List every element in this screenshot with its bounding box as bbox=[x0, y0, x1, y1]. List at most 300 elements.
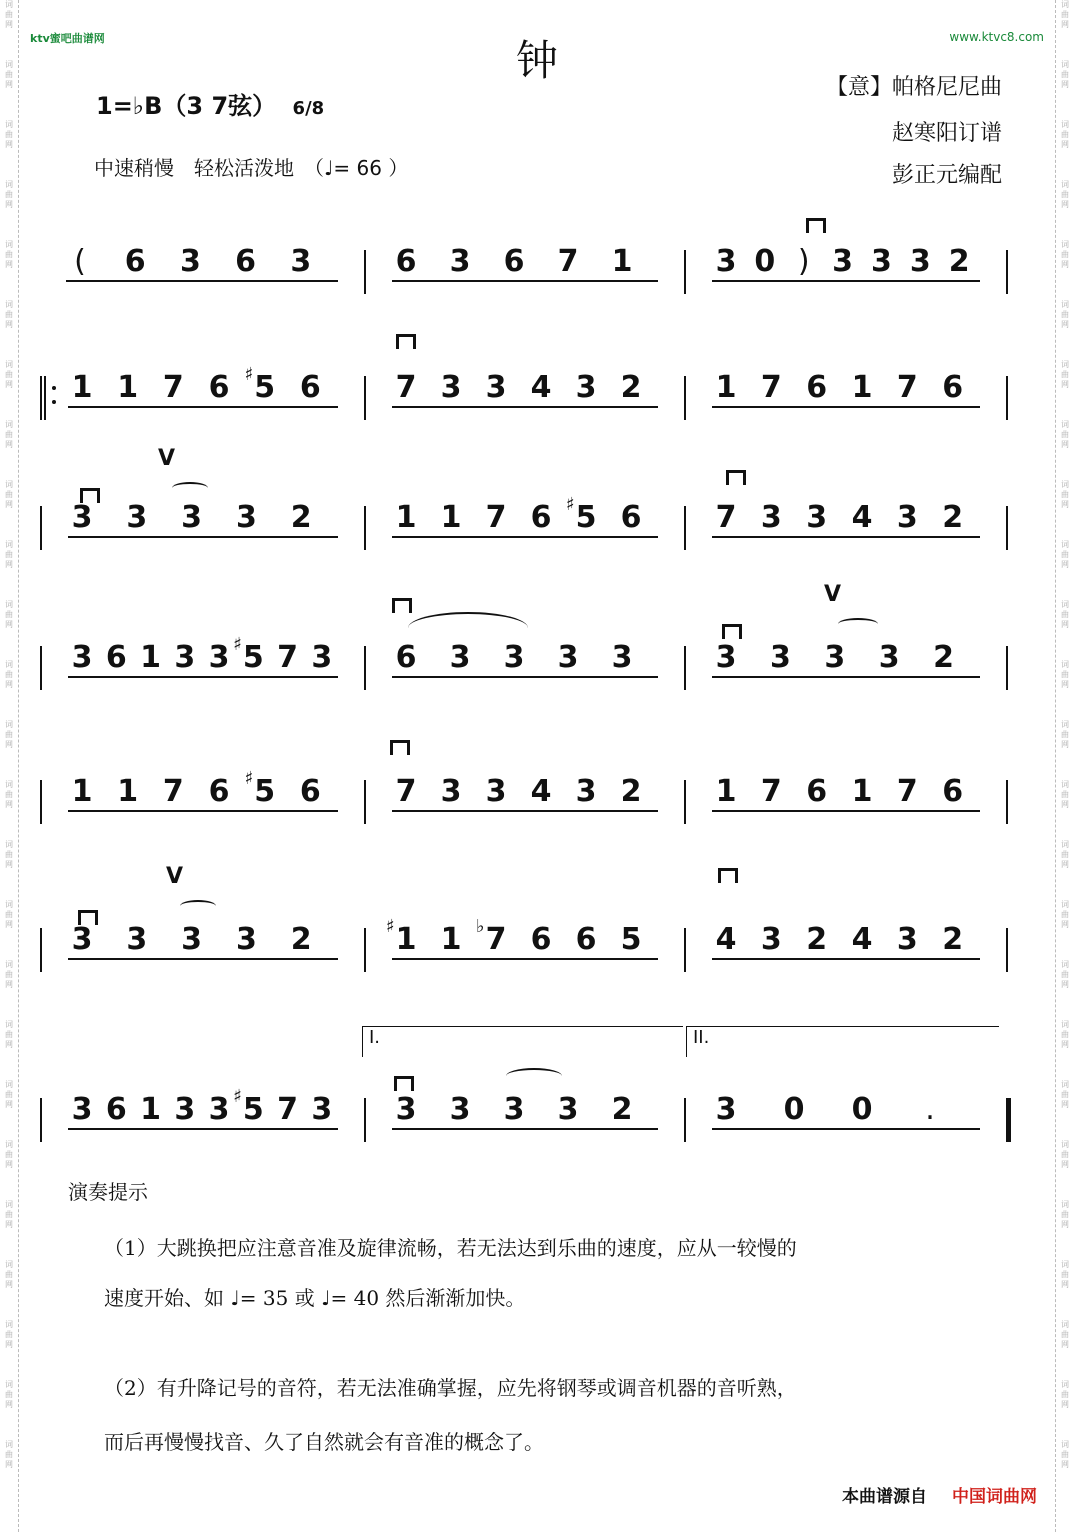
margin-watermark-char: 词 bbox=[1061, 900, 1069, 909]
margin-watermark-char: 词 bbox=[5, 60, 13, 69]
volta-bracket-1: I. bbox=[362, 1026, 683, 1057]
score-symbol: ) bbox=[797, 244, 810, 279]
beam-underline bbox=[712, 676, 980, 678]
margin-watermark-char: 网 bbox=[1061, 440, 1069, 449]
score-note: 3 bbox=[208, 640, 230, 675]
score-note: 7 bbox=[395, 370, 417, 405]
beam-underline bbox=[68, 810, 338, 812]
margin-watermark-char: 网 bbox=[5, 1220, 13, 1229]
margin-watermark-char: 曲 bbox=[1061, 310, 1069, 319]
score-note: 3 bbox=[440, 774, 462, 809]
score-title: 钟 bbox=[515, 36, 558, 85]
score-note: 6 bbox=[208, 774, 230, 809]
score-note: 3 bbox=[769, 640, 791, 675]
beam-underline bbox=[712, 536, 980, 538]
margin-watermark-char: 网 bbox=[1061, 620, 1069, 629]
margin-watermark-char: 网 bbox=[1061, 1280, 1069, 1289]
margin-watermark-char: 网 bbox=[5, 200, 13, 209]
score-note: 3 bbox=[557, 640, 579, 675]
barline bbox=[1006, 928, 1008, 972]
margin-watermark-char: 词 bbox=[1061, 540, 1069, 549]
barline bbox=[684, 506, 686, 550]
margin-watermark-char: 词 bbox=[5, 1020, 13, 1029]
margin-watermark-char: 词 bbox=[5, 1380, 13, 1389]
margin-watermark-char: 网 bbox=[1061, 500, 1069, 509]
margin-watermark-char: 词 bbox=[5, 960, 13, 969]
margin-watermark-char: 词 bbox=[1061, 300, 1069, 309]
score-note: 3 bbox=[806, 500, 828, 535]
accidental: ♯ bbox=[566, 494, 575, 515]
score-note: 7 bbox=[277, 1092, 298, 1127]
margin-watermark-char: 网 bbox=[5, 1460, 13, 1469]
margin-watermark-char: 词 bbox=[5, 300, 13, 309]
barline bbox=[40, 376, 42, 420]
margin-watermark-char: 曲 bbox=[5, 1450, 13, 1459]
score-symbol: . bbox=[925, 1092, 935, 1127]
accidental: ♯ bbox=[233, 1086, 242, 1107]
margin-watermark-char: 曲 bbox=[5, 610, 13, 619]
score-note: 3 bbox=[611, 640, 633, 675]
score-note: 3 bbox=[235, 500, 257, 535]
margin-watermark-char: 网 bbox=[1061, 1340, 1069, 1349]
beam-underline bbox=[392, 536, 658, 538]
margin-watermark-char: 曲 bbox=[1061, 1090, 1069, 1099]
margin-watermark-char: 曲 bbox=[1061, 70, 1069, 79]
score-note: 6 bbox=[503, 244, 525, 279]
margin-watermark-char: 网 bbox=[1061, 680, 1069, 689]
barline bbox=[1006, 646, 1008, 690]
barline bbox=[364, 1098, 366, 1142]
score-note: 3 bbox=[485, 370, 507, 405]
margin-watermark-char: 词 bbox=[5, 660, 13, 669]
margin-watermark-char: 曲 bbox=[5, 250, 13, 259]
down-bow-icon bbox=[726, 470, 746, 485]
score-note: 1 bbox=[117, 370, 139, 405]
score-note: 3 bbox=[449, 1092, 471, 1127]
margin-watermark-char: 网 bbox=[5, 560, 13, 569]
slur bbox=[838, 618, 878, 630]
score-note: 3 bbox=[71, 1092, 93, 1127]
score-note: 3 bbox=[440, 370, 462, 405]
margin-watermark-char: 曲 bbox=[1061, 790, 1069, 799]
score-note: 7 bbox=[760, 370, 782, 405]
margin-watermark-char: 网 bbox=[1061, 920, 1069, 929]
score-note: 7 bbox=[277, 640, 298, 675]
margin-watermark-char: 词 bbox=[1061, 1380, 1069, 1389]
score-note: 3 bbox=[235, 922, 257, 957]
score-note: 3 bbox=[290, 244, 312, 279]
score-note: 3 bbox=[174, 1092, 196, 1127]
score-note: 1 bbox=[140, 640, 161, 675]
margin-watermark-char: 曲 bbox=[5, 910, 13, 919]
tip-2-line-1: （2）有升降记号的音符，若无法准确掌握，应先将钢琴或调音机器的音听熟， bbox=[104, 1376, 797, 1400]
margin-watermark-char: 词 bbox=[1061, 60, 1069, 69]
score-note: 1 bbox=[440, 500, 462, 535]
margin-watermark-char: 曲 bbox=[1061, 850, 1069, 859]
down-bow-icon bbox=[390, 740, 410, 755]
score-note: 6 bbox=[942, 774, 964, 809]
down-bow-icon bbox=[78, 910, 98, 925]
barline bbox=[1006, 376, 1008, 420]
score-note: 3 bbox=[575, 774, 597, 809]
down-bow-icon bbox=[80, 488, 100, 503]
margin-watermark-char: 曲 bbox=[1061, 1390, 1069, 1399]
margin-watermark-char: 词 bbox=[1061, 1260, 1069, 1269]
down-bow-icon bbox=[396, 334, 416, 349]
barline bbox=[684, 780, 686, 824]
accidental: ♯ bbox=[244, 364, 254, 385]
margin-watermark-char: 网 bbox=[1061, 1040, 1069, 1049]
score-note: 3 bbox=[485, 774, 507, 809]
margin-watermark-char: 网 bbox=[1061, 800, 1069, 809]
margin-watermark-char: 曲 bbox=[1061, 1210, 1069, 1219]
editor-credit: 彭正元编配 bbox=[891, 163, 1002, 188]
margin-watermark-char: 网 bbox=[1061, 20, 1069, 29]
score-note: 2 bbox=[620, 774, 642, 809]
score-note: 6 bbox=[124, 244, 146, 279]
tips-title: 演奏提示 bbox=[68, 1180, 148, 1204]
margin-watermark-char: 曲 bbox=[5, 130, 13, 139]
key-text: 1=♭B（3 7弦） bbox=[96, 92, 277, 120]
margin-watermark-char: 曲 bbox=[1061, 970, 1069, 979]
margin-watermark-char: 曲 bbox=[1061, 1330, 1069, 1339]
score-note: 7 bbox=[485, 922, 507, 957]
volta-bracket-2: II. bbox=[686, 1026, 999, 1057]
score-note: 5 bbox=[242, 640, 264, 675]
accidental: ♭ bbox=[476, 916, 485, 937]
margin-watermark-char: 网 bbox=[5, 920, 13, 929]
margin-watermark-char: 曲 bbox=[1061, 10, 1069, 19]
margin-watermark-char: 曲 bbox=[1061, 1450, 1069, 1459]
margin-watermark-char: 曲 bbox=[5, 730, 13, 739]
margin-watermark-char: 词 bbox=[5, 900, 13, 909]
margin-watermark-char: 词 bbox=[5, 180, 13, 189]
down-bow-icon bbox=[806, 218, 826, 233]
barline bbox=[684, 928, 686, 972]
score-note: 1 bbox=[71, 774, 93, 809]
score-note: 3 bbox=[715, 244, 737, 279]
margin-watermark-char: 词 bbox=[1061, 960, 1069, 969]
footer-site-link[interactable]: 中国词曲网 bbox=[952, 1487, 1037, 1507]
score-note: 6 bbox=[530, 500, 552, 535]
score-note: 3 bbox=[126, 922, 148, 957]
beam-underline bbox=[68, 1128, 338, 1130]
barline bbox=[364, 646, 366, 690]
margin-watermark-char: 网 bbox=[5, 1280, 13, 1289]
margin-watermark-char: 网 bbox=[5, 1340, 13, 1349]
score-note: 3 bbox=[503, 640, 525, 675]
beam-underline bbox=[712, 958, 980, 960]
score-note: 1 bbox=[715, 774, 737, 809]
beam-underline bbox=[392, 280, 658, 282]
beam-underline bbox=[392, 676, 658, 678]
score-note: 6 bbox=[105, 1092, 127, 1127]
margin-watermark-char: 曲 bbox=[1061, 610, 1069, 619]
barline bbox=[40, 506, 42, 550]
margin-watermark-char: 网 bbox=[1061, 80, 1069, 89]
margin-watermark-char: 网 bbox=[1061, 1100, 1069, 1109]
margin-watermark-char: 词 bbox=[1061, 1080, 1069, 1089]
score-note: 5 bbox=[575, 500, 597, 535]
score-note: 7 bbox=[715, 500, 737, 535]
margin-watermark-char: 词 bbox=[5, 1200, 13, 1209]
composer-credit: 【意】帕格尼尼曲 bbox=[825, 75, 1002, 100]
margin-watermark-char: 曲 bbox=[1061, 1150, 1069, 1159]
margin-watermark-char: 网 bbox=[1061, 860, 1069, 869]
score-note: 7 bbox=[896, 774, 918, 809]
score-note: 7 bbox=[557, 244, 579, 279]
site-left-label[interactable]: ktv蜜吧曲谱网 bbox=[30, 32, 105, 45]
score-note: 6 bbox=[208, 370, 230, 405]
barline bbox=[40, 646, 42, 690]
score-note: 7 bbox=[896, 370, 918, 405]
barline bbox=[684, 646, 686, 690]
footer-source-label: 本曲谱源自 bbox=[842, 1487, 927, 1507]
score-note: 1 bbox=[715, 370, 737, 405]
tip-1-line-1: （1）大跳换把应注意音准及旋律流畅，若无法达到乐曲的速度，应从一较慢的 bbox=[104, 1236, 797, 1260]
margin-watermark-char: 网 bbox=[5, 1100, 13, 1109]
margin-watermark-char: 曲 bbox=[5, 310, 13, 319]
score-note: 3 bbox=[557, 1092, 579, 1127]
margin-watermark-char: 曲 bbox=[1061, 490, 1069, 499]
score-note: 1 bbox=[395, 922, 417, 957]
score-note: 3 bbox=[71, 640, 93, 675]
margin-watermark-char: 网 bbox=[1061, 380, 1069, 389]
score-note: 1 bbox=[71, 370, 93, 405]
score-note: 5 bbox=[620, 922, 642, 957]
score-note: 6 bbox=[299, 370, 321, 405]
score-note: 2 bbox=[942, 500, 964, 535]
margin-watermark-char: 网 bbox=[5, 620, 13, 629]
score-note: 3 bbox=[126, 500, 148, 535]
barline bbox=[40, 928, 42, 972]
margin-watermark-char: 词 bbox=[1061, 780, 1069, 789]
tip-2-line-2: 而后再慢慢找音、久了自然就会有音准的概念了。 bbox=[104, 1430, 544, 1454]
score-note: 3 bbox=[575, 370, 597, 405]
score-note: 2 bbox=[933, 640, 955, 675]
margin-watermark-char: 词 bbox=[5, 1140, 13, 1149]
margin-watermark-char: 网 bbox=[1061, 980, 1069, 989]
margin-watermark-char: 曲 bbox=[5, 550, 13, 559]
margin-watermark-char: 词 bbox=[1061, 240, 1069, 249]
margin-watermark-char: 网 bbox=[1061, 560, 1069, 569]
score-note: 5 bbox=[254, 774, 276, 809]
beam-underline bbox=[712, 810, 980, 812]
beam-underline bbox=[66, 280, 338, 282]
margin-watermark-char: 网 bbox=[5, 800, 13, 809]
score-note: 3 bbox=[449, 640, 471, 675]
barline bbox=[1006, 250, 1008, 294]
margin-watermark-char: 网 bbox=[5, 140, 13, 149]
margin-watermark-char: 曲 bbox=[5, 490, 13, 499]
score-note: 3 bbox=[311, 1092, 333, 1127]
score-note: 3 bbox=[896, 500, 918, 535]
score-note: 3 bbox=[760, 500, 782, 535]
score-symbol: ( bbox=[74, 244, 86, 279]
barline bbox=[684, 250, 686, 294]
up-bow-icon: V bbox=[166, 864, 184, 889]
score-note: 3 bbox=[832, 244, 853, 279]
margin-watermark-char: 网 bbox=[1061, 200, 1069, 209]
score-note: 6 bbox=[105, 640, 127, 675]
up-bow-icon: V bbox=[824, 582, 842, 607]
repeat-dot bbox=[52, 386, 56, 390]
margin-watermark-char: 曲 bbox=[1061, 190, 1069, 199]
score-note: 3 bbox=[181, 922, 203, 957]
score-note: 1 bbox=[440, 922, 462, 957]
score-note: 6 bbox=[942, 370, 964, 405]
margin-watermark-char: 词 bbox=[5, 420, 13, 429]
score-note: 0 bbox=[754, 244, 776, 279]
barline bbox=[1006, 506, 1008, 550]
margin-watermark-char: 词 bbox=[1061, 1440, 1069, 1449]
margin-watermark-char: 词 bbox=[5, 240, 13, 249]
score-note: 3 bbox=[208, 1092, 230, 1127]
margin-watermark-char: 曲 bbox=[5, 970, 13, 979]
beam-underline bbox=[68, 536, 338, 538]
margin-watermark-char: 词 bbox=[1061, 360, 1069, 369]
score-note: 3 bbox=[715, 640, 737, 675]
margin-watermark-char: 词 bbox=[1061, 0, 1069, 9]
margin-watermark-char: 曲 bbox=[5, 1390, 13, 1399]
score-note: 2 bbox=[611, 1092, 633, 1127]
slur bbox=[180, 900, 216, 912]
score-note: 1 bbox=[611, 244, 633, 279]
score-note: 2 bbox=[806, 922, 828, 957]
down-bow-icon bbox=[392, 598, 412, 613]
margin-watermark-char: 曲 bbox=[5, 10, 13, 19]
slur bbox=[172, 482, 208, 494]
margin-watermark-char: 词 bbox=[1061, 1140, 1069, 1149]
down-bow-icon bbox=[394, 1076, 414, 1091]
margin-watermark-char: 网 bbox=[5, 440, 13, 449]
score-note: 3 bbox=[503, 1092, 525, 1127]
score-note: 1 bbox=[851, 370, 873, 405]
beam-underline bbox=[392, 958, 658, 960]
score-note: 1 bbox=[395, 500, 417, 535]
repeat-dot bbox=[52, 400, 56, 404]
time-signature: 6/8 bbox=[292, 98, 325, 119]
margin-watermark-char: 网 bbox=[5, 1400, 13, 1409]
score-note: 0 bbox=[851, 1092, 873, 1127]
score-note: 6 bbox=[575, 922, 597, 957]
accidental: ♯ bbox=[244, 768, 254, 789]
margin-watermark-char: 网 bbox=[5, 260, 13, 269]
margin-watermark-char: 词 bbox=[1061, 1020, 1069, 1029]
score-note: 4 bbox=[530, 774, 552, 809]
margin-watermark-char: 词 bbox=[1061, 1200, 1069, 1209]
score-note: 7 bbox=[395, 774, 417, 809]
margin-watermark-char: 网 bbox=[5, 1160, 13, 1169]
margin-watermark-char: 词 bbox=[1061, 720, 1069, 729]
margin-watermark-char: 曲 bbox=[5, 1270, 13, 1279]
beam-underline bbox=[68, 958, 338, 960]
margin-watermark-char: 网 bbox=[5, 740, 13, 749]
barline bbox=[1006, 780, 1008, 824]
score-note: 5 bbox=[242, 1092, 264, 1127]
score-note: 6 bbox=[395, 244, 417, 279]
margin-watermark-char: 词 bbox=[5, 780, 13, 789]
margin-watermark-char: 曲 bbox=[1061, 1270, 1069, 1279]
margin-watermark-char: 网 bbox=[5, 1040, 13, 1049]
score-note: 2 bbox=[948, 244, 970, 279]
score-note: 4 bbox=[851, 922, 873, 957]
score-note: 1 bbox=[851, 774, 873, 809]
score-note: 3 bbox=[71, 922, 93, 957]
beam-underline bbox=[68, 406, 338, 408]
score-note: 7 bbox=[162, 774, 184, 809]
repeat-barline bbox=[44, 376, 46, 420]
margin-watermark-char: 曲 bbox=[5, 1150, 13, 1159]
margin-watermark-char: 曲 bbox=[5, 850, 13, 859]
score-note: 2 bbox=[942, 922, 964, 957]
margin-watermark-char: 曲 bbox=[1061, 910, 1069, 919]
margin-watermark-char: 词 bbox=[5, 1440, 13, 1449]
barline bbox=[1006, 1098, 1011, 1142]
margin-watermark-char: 曲 bbox=[1061, 430, 1069, 439]
score-note: 3 bbox=[71, 500, 93, 535]
margin-watermark-char: 词 bbox=[5, 1080, 13, 1089]
score-note: 1 bbox=[117, 774, 139, 809]
margin-watermark-char: 曲 bbox=[5, 1330, 13, 1339]
score-note: 3 bbox=[878, 640, 900, 675]
score-note: 6 bbox=[530, 922, 552, 957]
margin-watermark-char: 曲 bbox=[5, 1090, 13, 1099]
score-note: 3 bbox=[181, 500, 203, 535]
margin-watermark-char: 网 bbox=[1061, 320, 1069, 329]
margin-watermark-char: 曲 bbox=[5, 1210, 13, 1219]
arranger-credit: 赵寒阳订谱 bbox=[891, 121, 1002, 146]
score-note: 3 bbox=[760, 922, 782, 957]
score-note: 3 bbox=[311, 640, 333, 675]
margin-watermark-char: 曲 bbox=[5, 190, 13, 199]
score-note: 7 bbox=[162, 370, 184, 405]
beam-underline bbox=[712, 406, 980, 408]
score-note: 1 bbox=[140, 1092, 161, 1127]
beam-underline bbox=[712, 1128, 980, 1130]
margin-watermark-char: 词 bbox=[5, 540, 13, 549]
margin-watermark-char: 网 bbox=[1061, 1400, 1069, 1409]
margin-watermark-char: 网 bbox=[5, 80, 13, 89]
score-note: 2 bbox=[620, 370, 642, 405]
margin-watermark-char: 网 bbox=[5, 320, 13, 329]
score-note: 2 bbox=[290, 922, 312, 957]
margin-watermark-char: 曲 bbox=[5, 370, 13, 379]
margin-watermark-char: 词 bbox=[5, 720, 13, 729]
margin-watermark-char: 曲 bbox=[1061, 130, 1069, 139]
score-note: 6 bbox=[235, 244, 257, 279]
barline bbox=[364, 506, 366, 550]
score-note: 6 bbox=[395, 640, 417, 675]
score-note: 3 bbox=[715, 1092, 737, 1127]
margin-watermark-char: 词 bbox=[5, 1260, 13, 1269]
barline bbox=[364, 928, 366, 972]
margin-watermark-char: 网 bbox=[5, 380, 13, 389]
site-right-url[interactable]: www.ktvc8.com bbox=[949, 30, 1044, 44]
score-note: 4 bbox=[530, 370, 552, 405]
down-bow-icon bbox=[718, 868, 738, 883]
barline bbox=[684, 376, 686, 420]
score-note: 3 bbox=[896, 922, 918, 957]
score-note: 4 bbox=[851, 500, 873, 535]
barline bbox=[364, 250, 366, 294]
margin-watermark-char: 词 bbox=[1061, 840, 1069, 849]
margin-watermark-char: 网 bbox=[1061, 740, 1069, 749]
margin-watermark-char: 网 bbox=[5, 20, 13, 29]
accidental: ♯ bbox=[233, 634, 242, 655]
score-note: 3 bbox=[174, 640, 196, 675]
margin-watermark-char: 词 bbox=[5, 1320, 13, 1329]
